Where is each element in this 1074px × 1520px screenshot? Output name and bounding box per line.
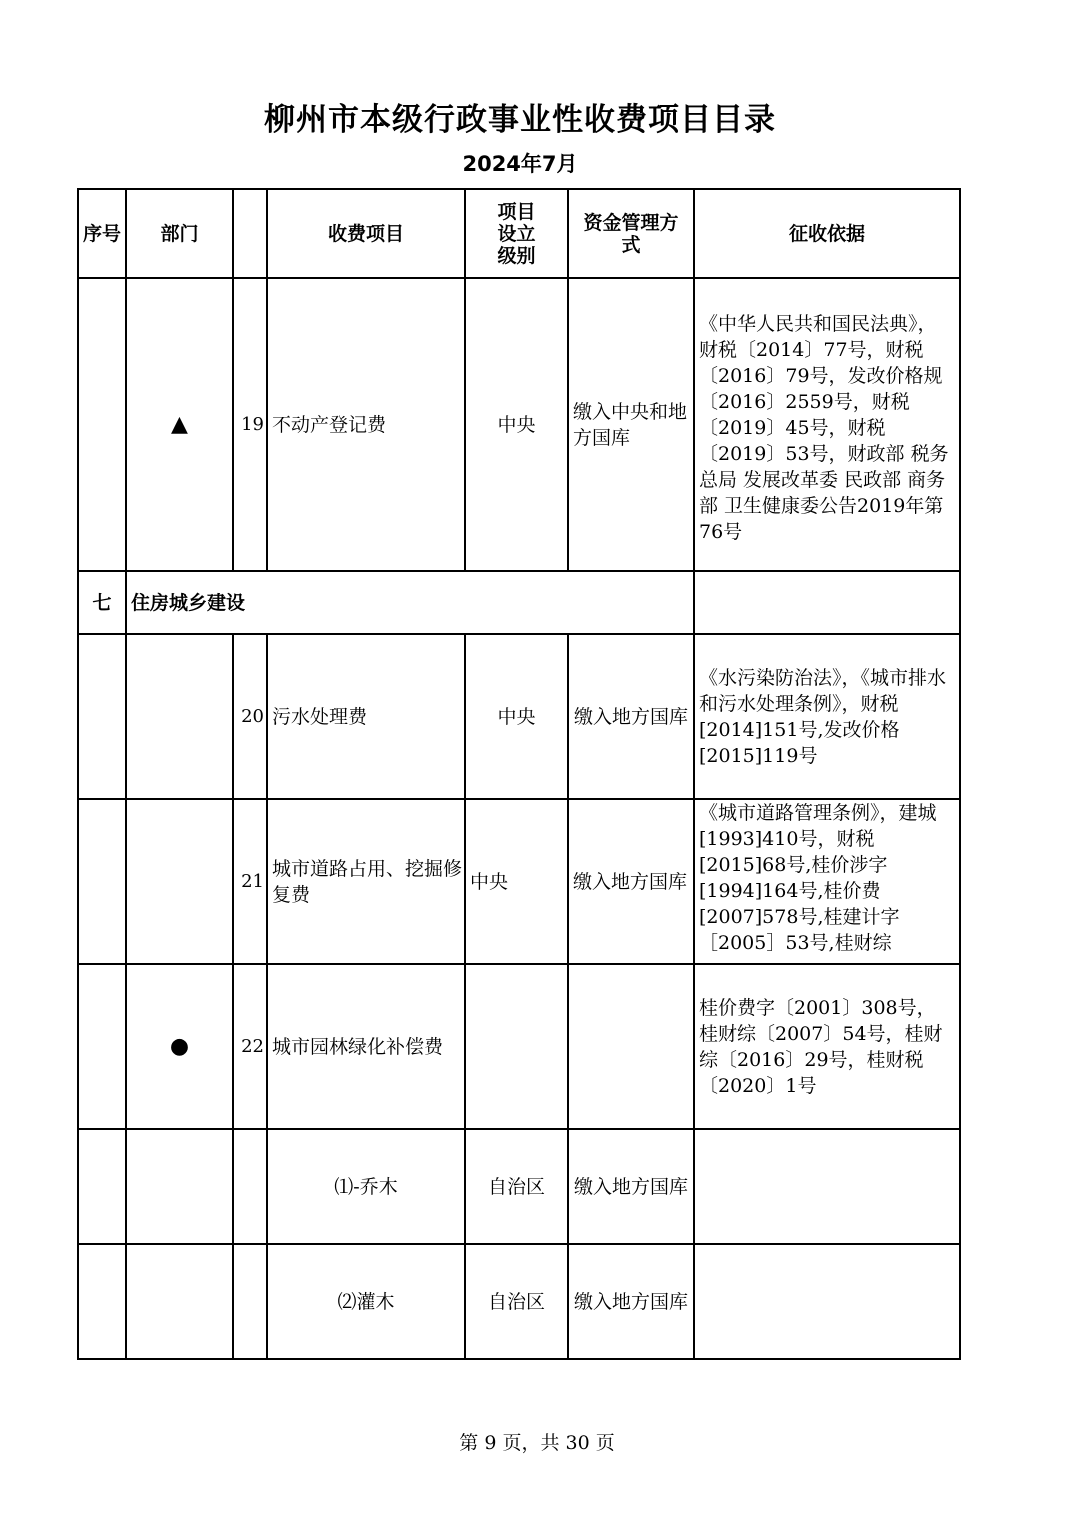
section-basis-cell <box>694 571 960 634</box>
header-row <box>78 189 960 278</box>
triangle-mark-icon: ▲ <box>126 278 233 571</box>
item-level: 自治区 <box>465 1129 568 1244</box>
item-level: 自治区 <box>465 1244 568 1359</box>
item-name: 城市园林绿化补偿费 <box>267 964 465 1129</box>
item-level: 中央 <box>465 799 568 964</box>
seq-cell <box>78 1129 126 1244</box>
item-fund: 缴入地方国库 <box>568 1129 694 1244</box>
seq-cell <box>78 634 126 799</box>
seq-cell <box>78 799 126 964</box>
table-row <box>78 799 960 964</box>
item-basis: 《水污染防治法》，《城市排水和污水处理条例》，财税[2014]151号,发改价格[2015]119号 <box>694 634 960 799</box>
item-fund <box>568 964 694 1129</box>
table-row <box>78 964 960 1129</box>
table-row <box>78 634 960 799</box>
header-blank <box>233 189 267 278</box>
item-fund: 缴入中央和地方国库 <box>568 278 694 571</box>
item-name: 城市道路占用、挖掘修复费 <box>267 799 465 964</box>
item-fund: 缴入地方国库 <box>568 634 694 799</box>
item-basis <box>694 1244 960 1359</box>
page-subtitle: 2024年7月 <box>462 152 578 176</box>
header-item: 收费项目 <box>267 189 465 278</box>
section-row <box>78 571 960 634</box>
dept-cell <box>126 1244 233 1359</box>
item-name: 不动产登记费 <box>267 278 465 571</box>
item-number: 20 <box>233 634 267 799</box>
dept-cell <box>126 799 233 964</box>
item-fund: 缴入地方国库 <box>568 1244 694 1359</box>
item-level: 中央 <box>465 634 568 799</box>
dept-cell <box>126 1129 233 1244</box>
item-basis <box>694 1129 960 1244</box>
page-footer: 第 9 页，共 30 页 <box>459 1432 615 1454</box>
table-row <box>78 1244 960 1359</box>
section-number: 七 <box>78 571 126 634</box>
item-level <box>465 964 568 1129</box>
seq-cell <box>78 278 126 571</box>
table-row <box>78 1129 960 1244</box>
seq-cell <box>78 1244 126 1359</box>
item-basis: 桂价费字〔2001〕308号，桂财综〔2007〕54号，桂财综〔2016〕29号，桂财税〔2020〕1号 <box>694 964 960 1129</box>
number-cell <box>233 1244 267 1359</box>
item-number: 22 <box>233 964 267 1129</box>
header-basis: 征收依据 <box>694 189 960 278</box>
item-name: ⑵灌木 <box>267 1244 465 1359</box>
fee-table <box>77 188 961 1360</box>
item-number: 21 <box>233 799 267 964</box>
table-row <box>78 278 960 571</box>
circle-mark-icon: ● <box>126 964 233 1129</box>
item-number: 19 <box>233 278 267 571</box>
item-basis: 《城市道路管理条例》，建城[1993]410号，财税[2015]68号,桂价涉字[1994]164号,桂价费[2007]578号,桂建计字［2005］53号,桂财综 <box>694 799 960 964</box>
header-fund: 资金管理方式 <box>568 189 694 278</box>
dept-cell <box>126 634 233 799</box>
item-level: 中央 <box>465 278 568 571</box>
item-name: 污水处理费 <box>267 634 465 799</box>
seq-cell <box>78 964 126 1129</box>
page-title: 柳州市本级行政事业性收费项目目录 <box>264 102 776 138</box>
header-level: 项目设立级别 <box>465 189 568 278</box>
item-name: ⑴-乔木 <box>267 1129 465 1244</box>
section-name: 住房城乡建设 <box>126 571 694 634</box>
header-dept: 部门 <box>126 189 233 278</box>
item-basis: 《中华人民共和国民法典》，财税〔2014〕77号，财税〔2016〕79号，发改价格规〔2016〕2559号，财税〔2019〕45号，财税〔2019〕53号，财政部 税务总局 发展改革委 民政部 商务部 卫生健康委公告2019年第76号 <box>694 278 960 571</box>
item-fund: 缴入地方国库 <box>568 799 694 964</box>
header-seq: 序号 <box>78 189 126 278</box>
number-cell <box>233 1129 267 1244</box>
